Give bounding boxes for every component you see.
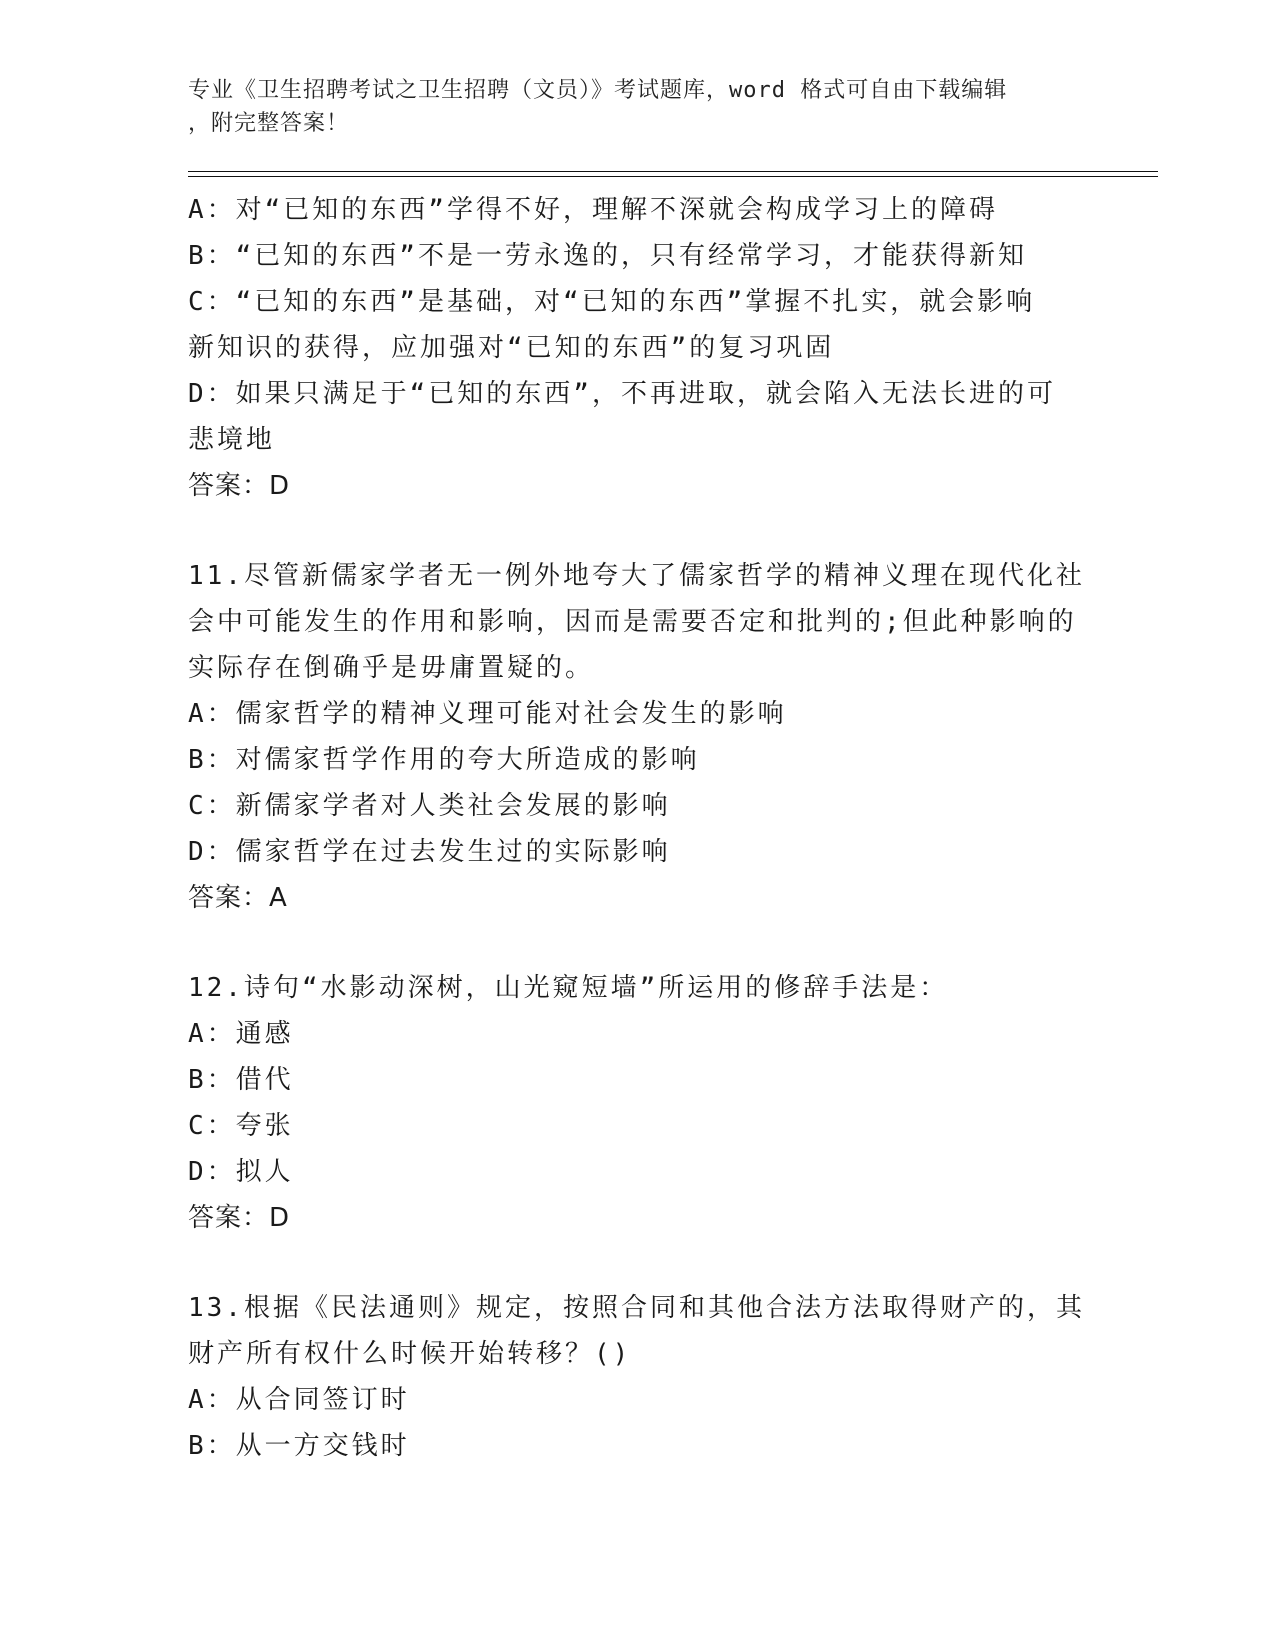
question-10 [188, 187, 1088, 509]
document-header [188, 74, 1088, 140]
spacer [188, 509, 1088, 553]
question-stem-line-2: 财产所有权什么时候开始转移？() [188, 1339, 632, 1369]
header-rule-top [188, 171, 1158, 172]
option-c: C：夸张 [188, 1111, 294, 1141]
question-stem-line-2: 会中可能发生的作用和影响，因而是需要否定和批判的;但此种影响的 [188, 607, 1077, 637]
spacer [188, 1241, 1088, 1285]
question-11 [188, 553, 1088, 921]
question-stem: 12.诗句“水影动深树，山光窥短墙”所运用的修辞手法是： [188, 973, 949, 1003]
option-b: B：“已知的东西”不是一劳永逸的，只有经常学习，才能获得新知 [188, 241, 1027, 271]
spacer [188, 921, 1088, 965]
option-b: B：借代 [188, 1065, 294, 1095]
header-line-2: ，附完整答案！ [188, 111, 350, 136]
question-13 [188, 1285, 1088, 1469]
header-line-1: 专业《卫生招聘考试之卫生招聘（文员）》考试题库，word 格式可自由下载编辑 [188, 78, 1008, 103]
option-a: A：从合同签订时 [188, 1385, 410, 1415]
option-b: B：对儒家哲学作用的夸大所造成的影响 [188, 745, 700, 775]
option-d: D：儒家哲学在过去发生过的实际影响 [188, 837, 671, 867]
question-list [188, 187, 1088, 1469]
question-stem-line-1: 11.尽管新儒家学者无一例外地夸大了儒家哲学的精神义理在现代化社 [188, 561, 1085, 591]
question-stem-line-3: 实际存在倒确乎是毋庸置疑的。 [188, 653, 595, 683]
option-d: D：拟人 [188, 1157, 294, 1187]
option-a: A：对“已知的东西”学得不好，理解不深就会构成学习上的障碍 [188, 195, 998, 225]
answer: 答案：D [188, 1203, 291, 1233]
option-c: C：新儒家学者对人类社会发展的影响 [188, 791, 671, 821]
option-d-line-1: D：如果只满足于“已知的东西”，不再进取，就会陷入无法长进的可 [188, 379, 1056, 409]
option-a: A：儒家哲学的精神义理可能对社会发生的影响 [188, 699, 787, 729]
option-c-line-2: 新知识的获得，应加强对“已知的东西”的复习巩固 [188, 333, 835, 363]
option-a: A：通感 [188, 1019, 294, 1049]
answer: 答案：D [188, 471, 291, 501]
option-d-line-2: 悲境地 [188, 425, 276, 455]
option-c-line-1: C：“已知的东西”是基础，对“已知的东西”掌握不扎实，就会影响 [188, 287, 1036, 317]
answer: 答案：A [188, 883, 288, 913]
question-12 [188, 965, 1088, 1241]
question-stem-line-1: 13.根据《民法通则》规定，按照合同和其他合法方法取得财产的，其 [188, 1293, 1085, 1323]
header-rule-bottom [188, 176, 1158, 177]
option-b: B：从一方交钱时 [188, 1431, 410, 1461]
